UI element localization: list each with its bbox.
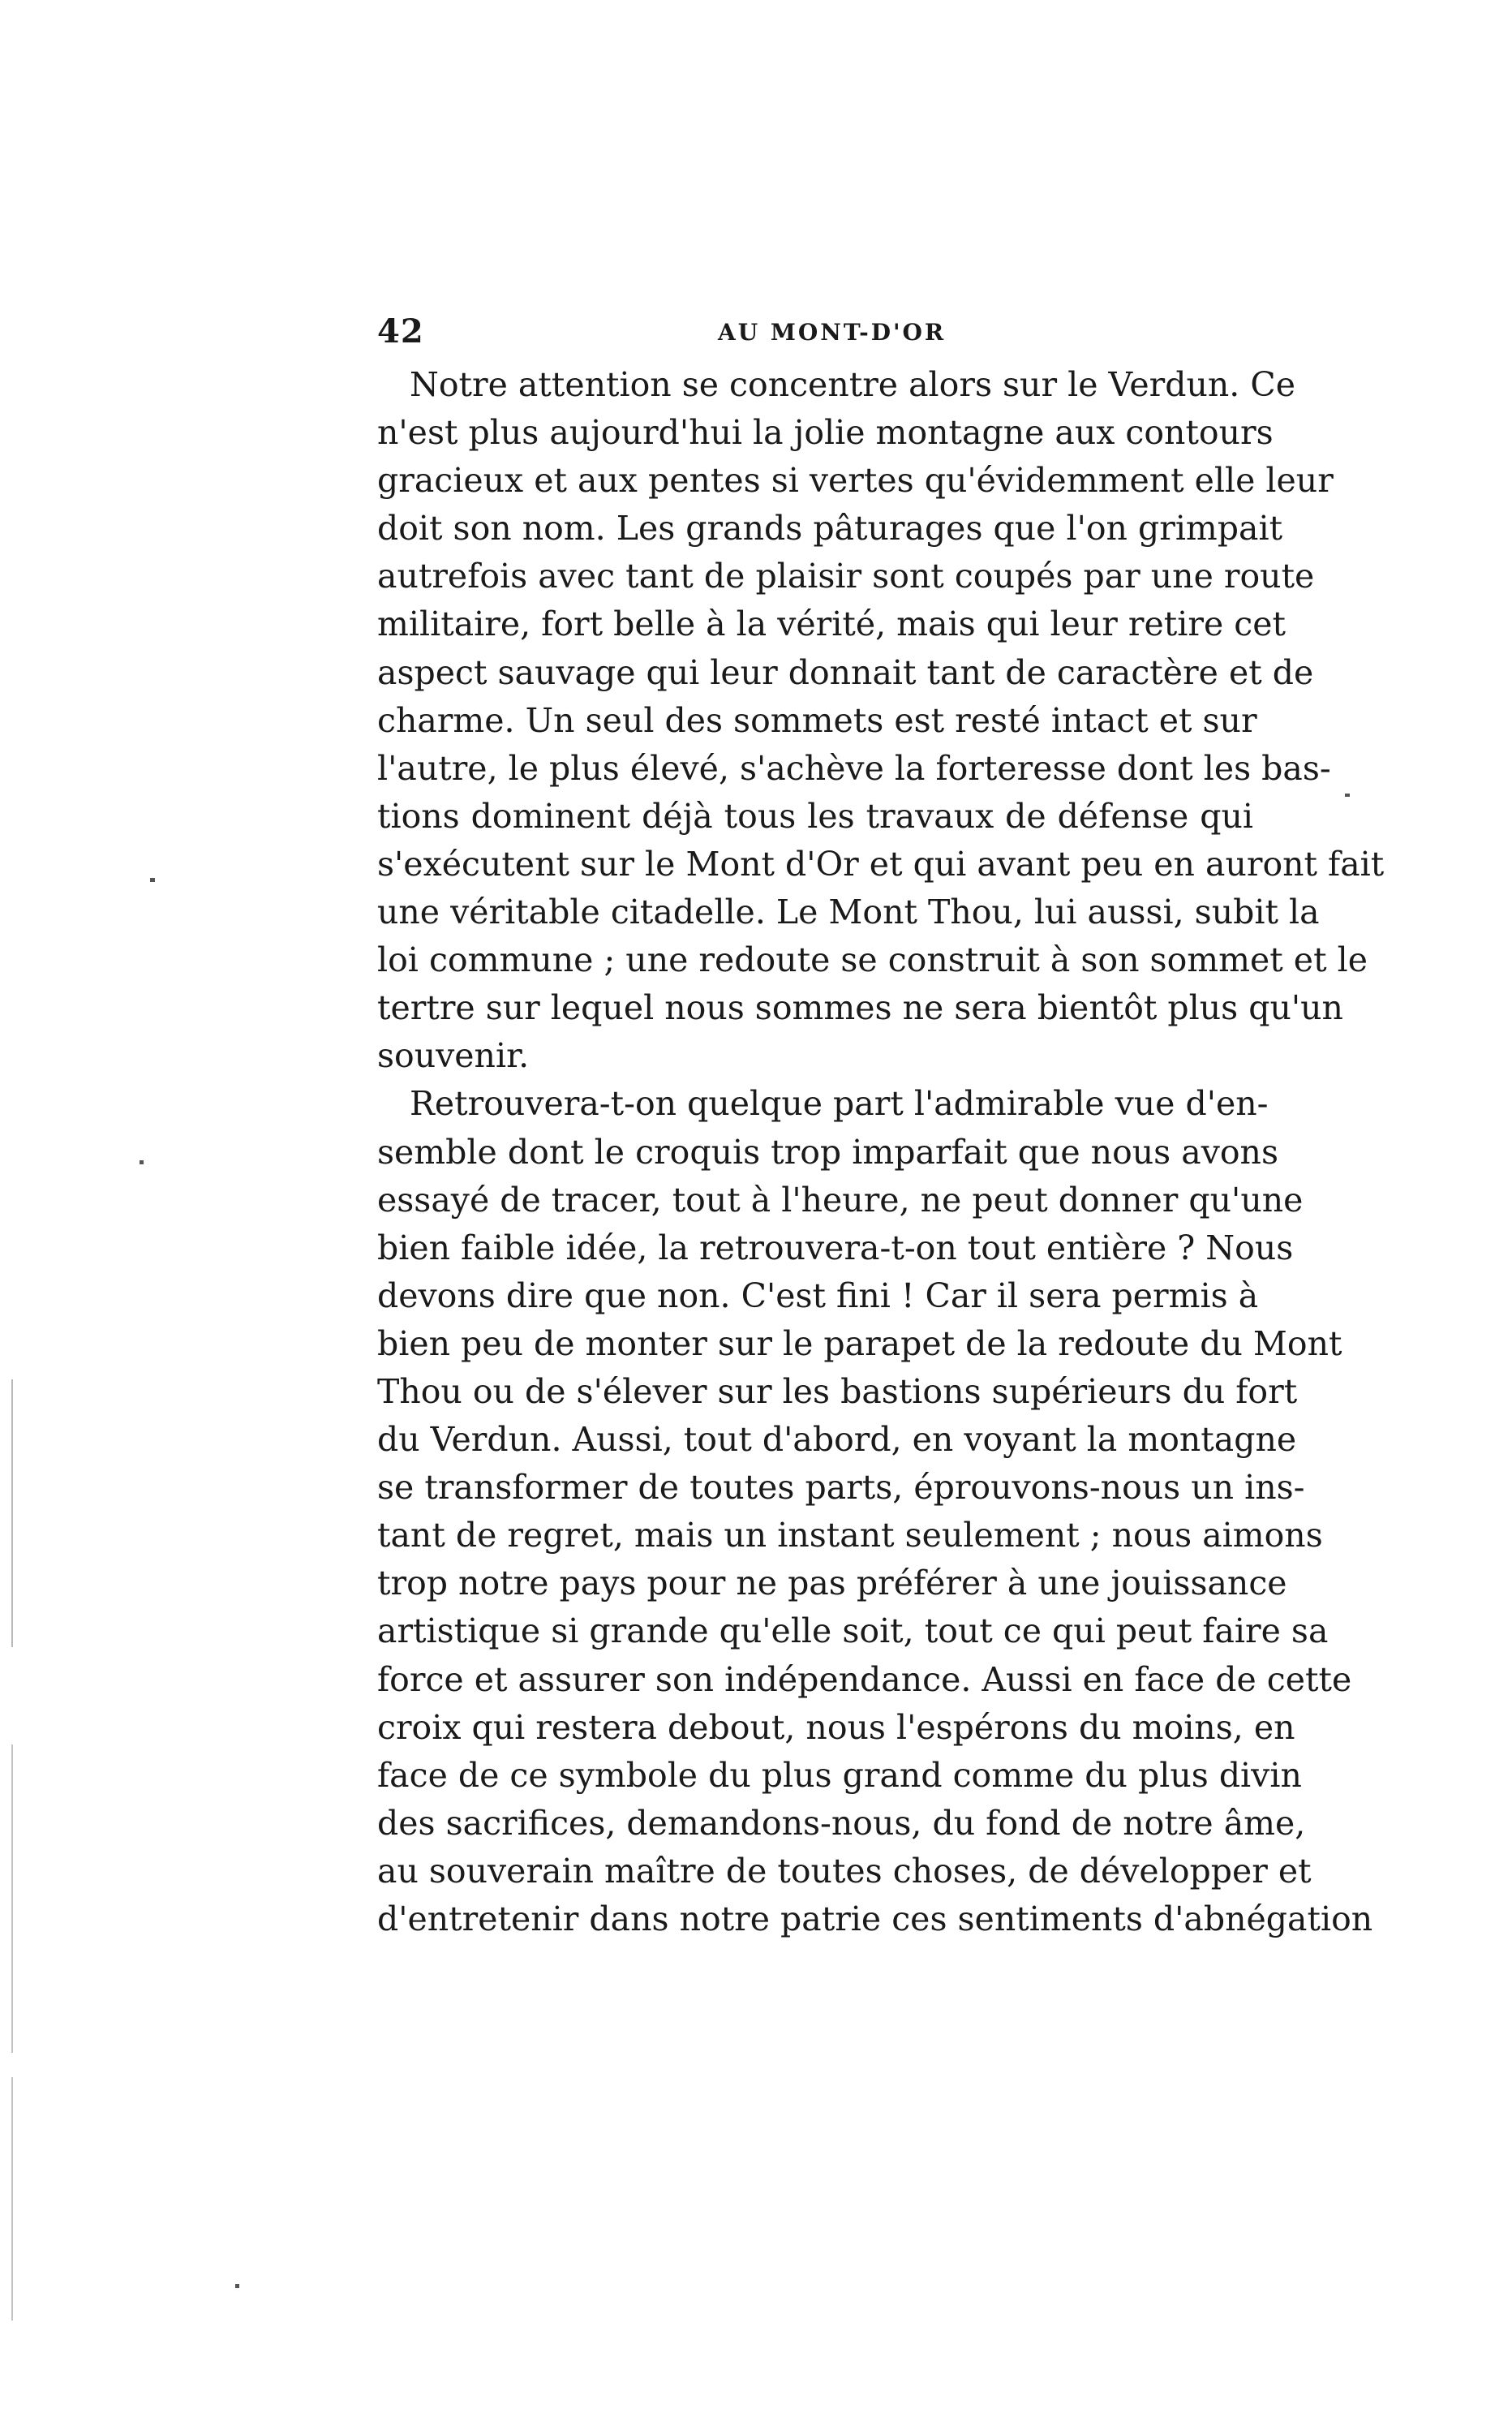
text-line: trop notre pays pour ne pas préférer à une jouissance bbox=[377, 1564, 1287, 1603]
text-line: des sacrifices, demandons-nous, du fond de notre âme, bbox=[377, 1803, 1306, 1843]
scan-speck bbox=[150, 878, 155, 882]
scan-edge-line bbox=[11, 1379, 13, 1647]
text-line: artistique si grande qu'elle soit, tout ce qui peut faire sa bbox=[377, 1611, 1329, 1651]
text-line: Notre attention se concentre alors sur le Verdun. Ce bbox=[410, 365, 1295, 404]
text-line: devons dire que non. C'est fini ! Car il sera permis à bbox=[377, 1276, 1259, 1315]
text-line: bien peu de monter sur le parapet de la redoute du Mont bbox=[377, 1323, 1342, 1363]
text-line: face de ce symbole du plus grand comme du plus divin bbox=[377, 1755, 1302, 1795]
text-line: autrefois avec tant de plaisir sont coupés par une route bbox=[377, 557, 1315, 596]
text-line: l'autre, le plus élevé, s'achève la forteresse dont les bas- bbox=[377, 748, 1331, 788]
text-line: tertre sur lequel nous sommes ne sera bientôt plus qu'un bbox=[377, 988, 1343, 1028]
text-line: tant de regret, mais un instant seulement ; nous aimons bbox=[377, 1516, 1323, 1555]
text-line: tions dominent déjà tous les travaux de défense qui bbox=[377, 796, 1253, 836]
text-line: loi commune ; une redoute se construit à son sommet et le bbox=[377, 940, 1368, 980]
text-line: du Verdun. Aussi, tout d'abord, en voyant la montagne bbox=[377, 1420, 1297, 1460]
text-line: aspect sauvage qui leur donnait tant de caractère et de bbox=[377, 652, 1314, 692]
text-line: une véritable citadelle. Le Mont Thou, lui aussi, subit la bbox=[377, 893, 1320, 932]
text-line: essayé de tracer, tout à l'heure, ne peut donner qu'une bbox=[377, 1180, 1304, 1220]
text-line: doit son nom. Les grands pâturages que l'on grimpait bbox=[377, 509, 1283, 548]
page-number: 42 bbox=[377, 312, 424, 351]
text-line: force et assurer son indépendance. Aussi en face de cette bbox=[377, 1659, 1352, 1699]
text-line: Thou ou de s'élever sur les bastions supérieurs du fort bbox=[377, 1371, 1298, 1411]
scan-speck bbox=[1345, 794, 1350, 797]
text-line: semble dont le croquis trop imparfait que nous avons bbox=[377, 1132, 1278, 1172]
text-line: gracieux et aux pentes si vertes qu'évidemment elle leur bbox=[377, 461, 1334, 501]
text-line: au souverain maître de toutes choses, de développer et bbox=[377, 1851, 1312, 1891]
paragraph bbox=[377, 361, 1385, 1080]
text-line: n'est plus aujourd'hui la jolie montagne aux contours bbox=[377, 413, 1274, 453]
running-title: AU MONT-D'OR bbox=[718, 319, 947, 346]
text-line: s'exécutent sur le Mont d'Or et qui avant peu en auront fait bbox=[377, 844, 1385, 884]
text-line: charme. Un seul des sommets est resté intact et sur bbox=[377, 700, 1257, 740]
text-line: croix qui restera debout, nous l'espérons du moins, en bbox=[377, 1707, 1295, 1747]
paragraph bbox=[377, 1080, 1373, 1943]
text-line: bien faible idée, la retrouvera-t-on tout entière ? Nous bbox=[377, 1228, 1294, 1267]
text-line: souvenir. bbox=[377, 1036, 530, 1076]
text-line: se transformer de toutes parts, éprouvons-nous un ins- bbox=[377, 1468, 1305, 1508]
text-line: d'entretenir dans notre patrie ces sentiments d'abnégation bbox=[377, 1899, 1373, 1938]
text-line: militaire, fort belle à la vérité, mais qui leur retire cet bbox=[377, 604, 1286, 644]
page-header bbox=[377, 312, 1310, 361]
text-line: Retrouvera-t-on quelque part l'admirable vue d'en- bbox=[410, 1084, 1269, 1124]
scan-edge-line bbox=[11, 1744, 13, 2053]
body-text bbox=[377, 361, 1385, 1943]
scan-speck bbox=[235, 2284, 239, 2288]
scan-edge-line bbox=[11, 2077, 13, 2321]
scan-speck bbox=[140, 1160, 144, 1164]
